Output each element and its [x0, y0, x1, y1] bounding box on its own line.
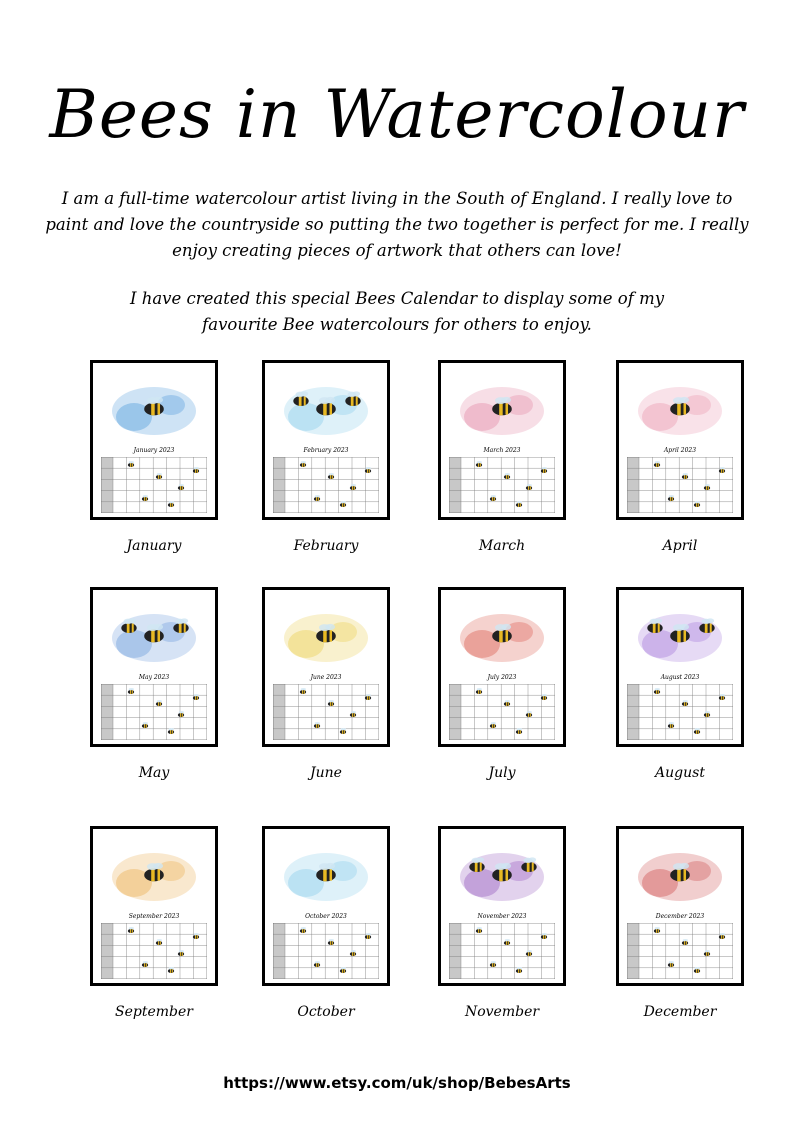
calendar-grid-table [273, 457, 379, 513]
bee-icon [293, 391, 308, 406]
bee-icon [328, 473, 334, 479]
bee-icon [719, 933, 725, 939]
bee-icon [156, 700, 162, 706]
bee-icon [490, 961, 496, 967]
bee-icon [178, 711, 184, 717]
bee-icon [682, 939, 688, 945]
bee-icon [704, 484, 710, 490]
bee-icon [526, 484, 532, 490]
bee-icon [526, 950, 532, 956]
bee-icon [490, 495, 496, 501]
intro-paragraph-2: I have created this special Bees Calendar to display some of my favourite Bee watercolours for others to enjoy. [129, 289, 665, 334]
calendar-grid-table [273, 923, 379, 979]
bee-icon [128, 688, 134, 694]
bee-icon [541, 933, 547, 939]
month-label-february: February [293, 538, 359, 554]
calendar-card-october [262, 826, 390, 986]
bee-artwork [271, 598, 381, 670]
bee-icon [490, 722, 496, 728]
month-label-may: May [138, 765, 170, 781]
bee-icon [121, 618, 136, 633]
bee-artwork [625, 837, 735, 909]
calendar-card-december [616, 826, 744, 986]
bee-icon [128, 927, 134, 933]
month-label-november: November [464, 1004, 540, 1020]
month-label-april: April [662, 538, 698, 554]
month-label-july: July [488, 765, 516, 781]
month-label-august: August [655, 765, 705, 781]
calendar-card-may [90, 587, 218, 747]
calendar-month-title: June 2023 [310, 674, 342, 681]
bee-icon [128, 461, 134, 467]
calendar-grid-table [101, 457, 207, 513]
bee-icon [314, 961, 320, 967]
calendar-month-title: February 2023 [303, 447, 349, 454]
calendar-card-january [90, 360, 218, 520]
bee-icon [328, 700, 334, 706]
bee-icon [350, 950, 356, 956]
month-label-march: March [478, 538, 526, 554]
bee-icon [350, 484, 356, 490]
calendar-card-june [262, 587, 390, 747]
bee-icon [476, 927, 482, 933]
calendar-grid-table [449, 684, 555, 740]
bee-icon [300, 688, 306, 694]
bee-icon [504, 473, 510, 479]
calendar-grid-table [101, 684, 207, 740]
bee-icon [541, 467, 547, 473]
month-label-january: January [126, 538, 182, 554]
bee-icon [193, 467, 199, 473]
calendar-grid-table [449, 923, 555, 979]
bee-artwork [447, 598, 557, 670]
calendar-card-march [438, 360, 566, 520]
bee-icon [704, 950, 710, 956]
bee-icon [476, 688, 482, 694]
bee-icon [156, 939, 162, 945]
intro-paragraph-1: I am a full-time watercolour artist living in the South of England. I really love to paint and love the countryside so putting the two together is perfect for me. I really enjoy creating pieces of artwork that others can love! [45, 189, 749, 260]
month-label-october: October [297, 1004, 355, 1020]
bee-artwork [447, 837, 557, 909]
calendar-grid-table [627, 684, 733, 740]
bee-icon [668, 722, 674, 728]
calendar-grid-table [101, 923, 207, 979]
bee-icon [541, 694, 547, 700]
bee-icon [654, 927, 660, 933]
bee-icon [300, 927, 306, 933]
bee-icon [178, 484, 184, 490]
bee-icon [476, 461, 482, 467]
bee-icon [193, 933, 199, 939]
calendar-month-title: March 2023 [483, 447, 521, 454]
bee-icon [682, 473, 688, 479]
bee-icon [719, 694, 725, 700]
bee-icon [365, 694, 371, 700]
bee-artwork [447, 371, 557, 443]
calendar-month-title: August 2023 [660, 674, 700, 681]
calendar-month-title: December 2023 [655, 913, 705, 920]
calendar-month-title: April 2023 [663, 447, 697, 454]
month-label-december: December [643, 1004, 717, 1020]
calendar-card-july [438, 587, 566, 747]
bee-icon [328, 939, 334, 945]
calendar-month-title: January 2023 [133, 447, 175, 454]
bee-icon [668, 961, 674, 967]
bee-artwork [271, 837, 381, 909]
bee-icon [300, 461, 306, 467]
bee-icon [504, 700, 510, 706]
bee-artwork [99, 598, 209, 670]
bee-icon [365, 933, 371, 939]
bee-artwork [99, 837, 209, 909]
bee-icon [668, 495, 674, 501]
calendar-month-title: May 2023 [138, 674, 170, 681]
bee-icon [704, 711, 710, 717]
calendar-card-august [616, 587, 744, 747]
bee-icon [193, 694, 199, 700]
calendar-grid-table [627, 923, 733, 979]
calendar-card-september [90, 826, 218, 986]
bee-icon [314, 495, 320, 501]
bee-artwork [271, 371, 381, 443]
bee-icon [142, 961, 148, 967]
bee-icon [178, 950, 184, 956]
calendar-month-title: October 2023 [305, 913, 347, 920]
month-label-june: June [310, 765, 342, 781]
calendar-month-title: September 2023 [128, 913, 180, 920]
bee-icon [526, 711, 532, 717]
calendar-grid-table [627, 457, 733, 513]
bee-icon [504, 939, 510, 945]
bee-icon [719, 467, 725, 473]
bee-artwork [99, 371, 209, 443]
calendar-card-february [262, 360, 390, 520]
bee-icon [142, 722, 148, 728]
bee-icon [142, 495, 148, 501]
bee-icon [469, 857, 484, 872]
calendar-month-title: July 2023 [487, 674, 517, 681]
shop-link[interactable]: https://www.etsy.com/uk/shop/BebesArts [223, 1074, 571, 1092]
bee-icon [350, 711, 356, 717]
calendar-grid-table [273, 684, 379, 740]
bee-icon [682, 700, 688, 706]
calendar-card-november [438, 826, 566, 986]
bee-icon [654, 461, 660, 467]
calendar-card-april [616, 360, 744, 520]
bee-icon [365, 467, 371, 473]
calendar-grid-table [449, 457, 555, 513]
bee-icon [314, 722, 320, 728]
bee-artwork [625, 371, 735, 443]
page-title: Bees in Watercolour [49, 76, 745, 153]
calendar-month-title: November 2023 [477, 913, 527, 920]
bee-icon [156, 473, 162, 479]
month-label-september: September [115, 1004, 193, 1020]
bee-artwork [625, 598, 735, 670]
bee-icon [647, 618, 662, 633]
bee-icon [654, 688, 660, 694]
